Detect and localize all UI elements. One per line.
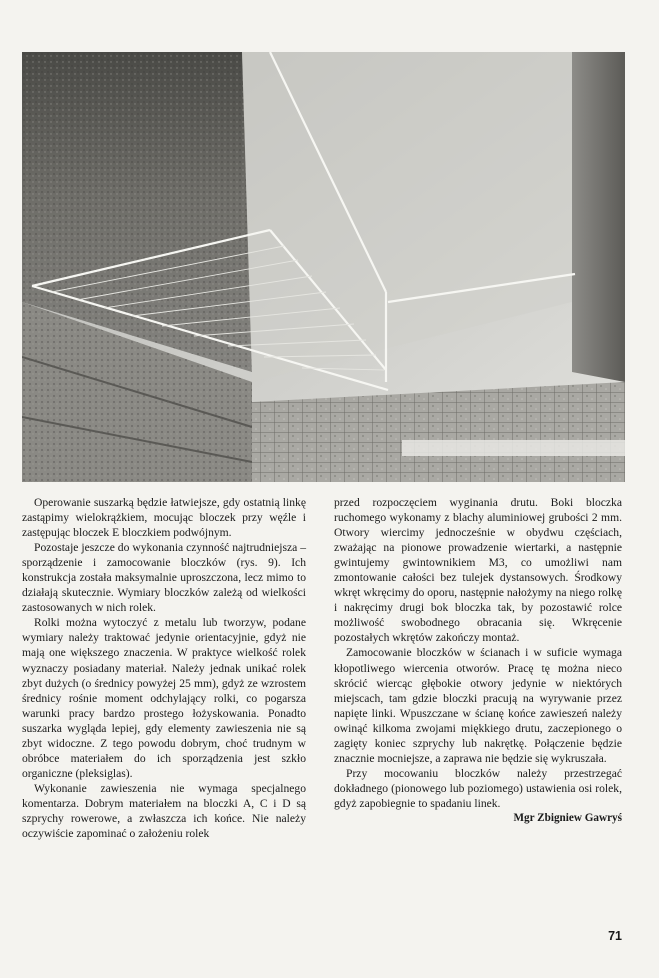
paragraph: Rolki można wytoczyć z metalu lub tworzyw, podane wymiary należy traktować jedynie orientacyjnie, gdyż nie mają one większego znaczenia. W praktyce wielkość rolek wyznaczy posiadany materiał. Należy jednak unikać rolek zbyt dużych (o średnicy powyżej 25 mm), gdyż ze wzrostem średnicy rośnie moment odchylający rolki, co pogarsza warunki pracy bardzo prostego łożyskowania. Ponadto suszarka wygląda lepiej, gdy elementy zawieszenia nie są zbyt widoczne. Z tego powodu dobrym, choć trudnym w obróbce materiałem do ich sporządzenia jest szkło organiczne (pleksiglas). bbox=[22, 616, 306, 780]
paragraph: przed rozpoczęciem wyginania drutu. Boki bloczka ruchomego wykonamy z blachy aluminiowej grubości 2 mm. Otwory wiercimy jednocześnie w obydwu częściach, zważając na pionowe prowadzenie wiertarki, a następnie gwintujemy gwintownikiem M3, co umożliwi nam zmontowanie całości bez tulejek dystansowych. Środkowy wkręt wkręcimy do oporu, następnie nałożymy na niego rolkę i nakręcimy drugi bok bloczka tak, by pozostawić rolce możliwość swobodnego obracania się. Wkręcenie pozostałych wkrętów zakończy montaż. bbox=[334, 496, 622, 645]
article-left-column bbox=[22, 495, 306, 841]
paragraph: Przy mocowaniu bloczków należy przestrzegać dokładnego (pionowego lub poziomego) ustawienia osi rolek, gdyż zapobiegnie to spadaniu linek. bbox=[334, 766, 622, 810]
paragraph: Pozostaje jeszcze do wykonania czynność najtrudniejsza – sporządzenie i zamocowanie bloczków (rys. 9). Ich konstrukcja została maksymalnie uproszczona, lecz mimo to działają skutecznie. Wymiary bloczków zależą od wielkości zastosowanych w nich rolek. bbox=[22, 541, 306, 615]
author-signature: Mgr Zbigniew Gawryś bbox=[513, 811, 622, 824]
paragraph: Zamocowanie bloczków w ścianach i w suficie wymaga kłopotliwego wiercenia otworów. Pracę tę można nieco skrócić wiercąc głębokie otwory jedynie w niektórych miejscach, tam gdzie bloczki pracują na wyrywanie przez napięte linki. Wpuszczane w ścianę końce zawieszeń należy owinąć kilkoma zwojami miękkiego drutu, zaczepionego o zagięty koniec szprychy lub nakrętkę. Połączenie będzie znacznie mocniejsze, a zaprawa nie będzie się wykruszała. bbox=[334, 646, 622, 765]
paragraph: Wykonanie zawieszenia nie wymaga specjalnego komentarza. Dobrym materiałem na bloczki A, C i D są szprychy rowerowe, a zwłaszcza ich końce. Nie należy oczywiście zapominać o założeniu rolek bbox=[22, 781, 306, 841]
page-number: 71 bbox=[608, 929, 622, 943]
ceiling-drying-rack-photo bbox=[22, 52, 625, 482]
article-right-column bbox=[334, 495, 622, 826]
paragraph: Operowanie suszarką będzie łatwiejsze, gdy ostatnią linkę zastąpimy wielokrążkiem, mocując bloczek przy węźle i zastępując bloczek E bloczkiem podwójnym. bbox=[22, 496, 306, 540]
